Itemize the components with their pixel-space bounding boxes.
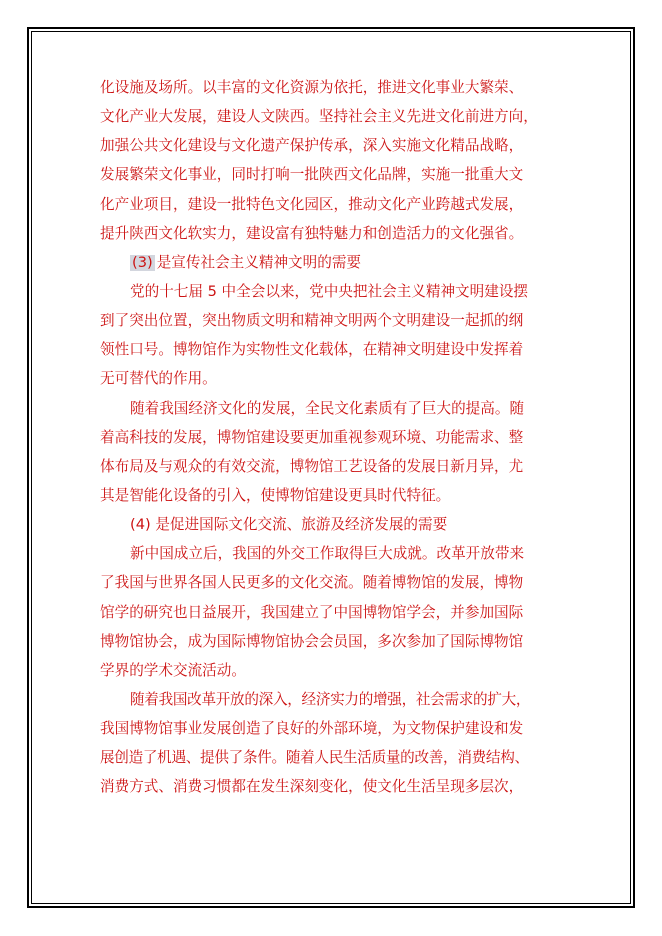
text-line: 我国博物馆事业发展创造了良好的外部环境，为文物保护建设和发 [100,720,524,738]
text-line: 发展繁荣文化事业，同时打响一批陕西文化品牌，实施一批重大文 [100,166,524,184]
text-line: 博物馆协会，成为国际博物馆协会会员国，多次参加了国际博物馆 [100,632,524,650]
text-line: 党的十七届 5 中全会以来，党中央把社会主义精神文明建设摆 [130,282,529,300]
text-line: 化产业项目，建设一批特色文化园区，推动文化产业跨越式发展， [100,195,524,213]
text-line: 提升陕西文化软实力，建设富有独特魅力和创造活力的文化强省。 [100,224,524,242]
text-line: 领性口号。博物馆作为实物性文化载体，在精神文明建设中发挥着 [100,341,524,359]
text-line: 学界的学术交流活动。 [100,661,246,679]
text-line: 文化产业大发展，建设人文陕西。坚持社会主义先进文化前进方向， [100,108,538,126]
text-line: 消费方式、消费习惯都在发生深刻变化，使文化生活呈现多层次， [100,778,524,796]
text-line: 了我国与世界各国人民更多的文化交流。随着博物馆的发展，博物 [100,574,524,592]
heading-number-marker: (3) [132,253,153,271]
text-line: 新中国成立后，我国的外交工作取得巨大成就。改革开放带来 [130,545,525,563]
text-line: 化设施及场所。以丰富的文化资源为依托，推进文化事业大繁荣、 [100,79,524,96]
text-line: 馆学的研究也日益展开，我国建立了中国博物馆学会，并参加国际 [100,603,524,621]
section-heading-3 [100,248,570,277]
section-heading-text: 是促进国际文化交流、旅游及经济发展的需要 [155,516,448,534]
text-line: 加强公共文化建设与文化遗产保护传承，深入实施文化精品战略， [100,137,524,155]
text-line: 着高科技的发展，博物馆建设要更加重视参观环境、功能需求、整 [100,428,524,446]
section-heading-4 [100,510,570,539]
heading-number-marker: (4) [130,516,151,534]
text-line: 随着我国改革开放的深入，经济实力的增强，社会需求的扩大， [130,690,531,708]
text-line: 展创造了机遇、提供了条件。随着人民生活质量的改善，消费结构、 [100,749,529,767]
document-body [100,73,570,802]
text-line: 到了突出位置，突出物质文明和精神文明两个文明建设一起抓的纲 [100,312,524,330]
text-line: 其是智能化设备的引入，使博物馆建设更具时代特征。 [100,486,451,504]
text-line: 无可替代的作用。 [100,370,217,388]
section-heading-text: 是宣传社会主义精神文明的需要 [156,253,362,271]
text-line: 随着我国经济文化的发展，全民文化素质有了巨大的提高。随 [130,399,525,417]
text-line: 体布局及与观众的有效交流，博物馆工艺设备的发展日新月异，尤 [100,457,524,475]
